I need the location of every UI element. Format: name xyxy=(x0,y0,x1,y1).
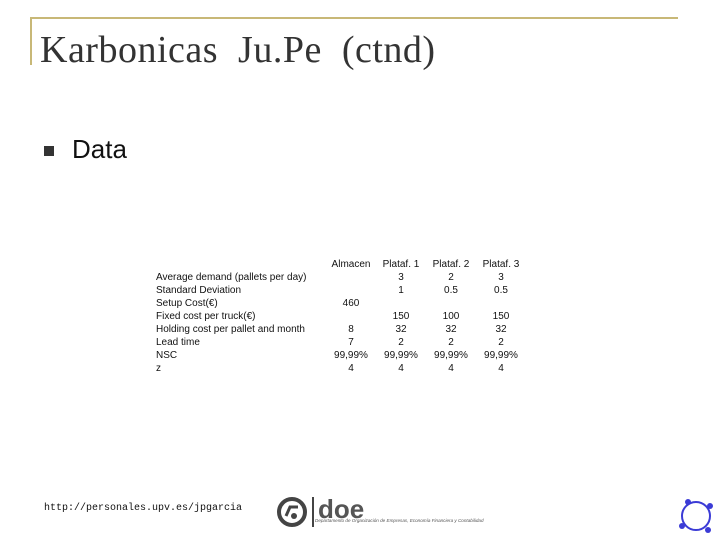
table-row xyxy=(154,284,526,297)
table-cell: 2 xyxy=(448,272,454,283)
table-cell: 4 xyxy=(348,363,354,374)
table-cell: 99,99% xyxy=(334,350,368,361)
table-cell: 2 xyxy=(498,337,504,348)
table-cell: 3 xyxy=(498,272,504,283)
table-header-cell: Plataf. 3 xyxy=(482,258,520,270)
table-header-cell: Plataf. 2 xyxy=(432,258,470,270)
table-cell: 99,99% xyxy=(384,350,418,361)
table-row xyxy=(154,362,526,375)
table-cell: 99,99% xyxy=(484,350,518,361)
table-cell: 2 xyxy=(448,337,454,348)
slide-title: Karbonicas Ju.Pe (ctnd) xyxy=(40,29,436,71)
table-cell: 7 xyxy=(348,337,354,348)
table-cell: 2 xyxy=(398,337,404,348)
table-cell: 150 xyxy=(492,311,510,322)
table-cell: 99,99% xyxy=(434,350,468,361)
footer-url-link[interactable]: http://personales.upv.es/jpgarcia xyxy=(44,503,243,514)
row-label: Setup Cost(€) xyxy=(156,298,218,309)
table-cell: 460 xyxy=(342,298,360,309)
table-row xyxy=(154,310,526,323)
row-label: Fixed cost per truck(€) xyxy=(156,311,256,322)
row-label: Lead time xyxy=(156,337,200,348)
table-cell: 0.5 xyxy=(494,285,508,296)
corner-compass-icon xyxy=(676,496,716,536)
table-header-cell: Almacen xyxy=(331,258,371,270)
table-header-cell: Plataf. 1 xyxy=(382,258,420,270)
table-row xyxy=(154,349,526,362)
doe-logo-graphic xyxy=(276,494,526,530)
table-cell: 3 xyxy=(398,272,404,283)
table-row xyxy=(154,336,526,349)
table-cell xyxy=(326,310,376,323)
table-cell: 4 xyxy=(448,363,454,374)
table-cell: 32 xyxy=(395,324,407,335)
row-label: Standard Deviation xyxy=(156,285,242,296)
table-header-cell xyxy=(154,257,326,271)
table-cell xyxy=(326,271,376,284)
row-label: Average demand (pallets per day) xyxy=(156,272,307,283)
table-cell xyxy=(426,297,476,310)
table-row xyxy=(154,297,526,310)
table-row xyxy=(154,323,526,336)
bullet-text: Data xyxy=(72,134,127,164)
table-row xyxy=(154,271,526,284)
table-cell: 8 xyxy=(348,324,354,335)
row-label: NSC xyxy=(156,350,178,361)
table-cell: 1 xyxy=(398,285,404,296)
table-cell: 32 xyxy=(445,324,457,335)
table-cell: 4 xyxy=(498,363,504,374)
row-label: z xyxy=(156,363,161,374)
table-cell xyxy=(326,284,376,297)
table-cell xyxy=(476,297,526,310)
table-cell: 150 xyxy=(392,311,410,322)
table-cell xyxy=(376,297,426,310)
row-label: Holding cost per pallet and month xyxy=(156,324,305,335)
table-cell: 0.5 xyxy=(444,285,458,296)
bullet-square-icon xyxy=(44,146,54,156)
table-cell: 32 xyxy=(495,324,507,335)
logo-wordmark: doe xyxy=(318,494,365,524)
title-frame-left-line xyxy=(30,17,32,65)
logo-subtitle: Departamento de Organización de Empresas, Economía Financiera y Contabilidad xyxy=(315,518,484,523)
data-table xyxy=(154,257,526,375)
doe-logo xyxy=(276,494,526,530)
title-frame-top-line xyxy=(30,17,678,19)
table-header-row xyxy=(154,257,526,271)
table-cell: 4 xyxy=(398,363,404,374)
table-cell: 100 xyxy=(442,311,460,322)
